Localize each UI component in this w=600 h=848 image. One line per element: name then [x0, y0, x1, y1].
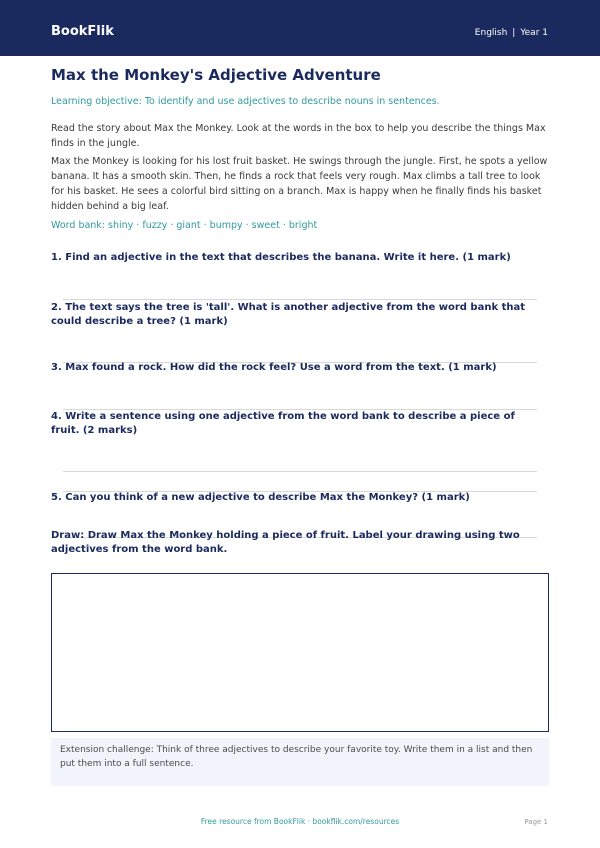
question-2: 2. The text says the tree is 'tall'. What is another adjective from the word bank that could describe a tree? (1 mark) — [51, 302, 525, 327]
answer-line-1[interactable] — [63, 299, 537, 300]
drawing-box[interactable] — [51, 573, 549, 732]
subject-label: English — [474, 28, 508, 38]
brand-logo[interactable]: BookFlik — [51, 24, 114, 39]
page-title: Max the Monkey's Adjective Adventure — [51, 66, 381, 84]
question-4: 4. Write a sentence using one adjective from the word bank to describe a piece of fruit. (2 marks) — [51, 411, 515, 436]
word-bank: Word bank: shiny · fuzzy · giant · bumpy · sweet · bright — [51, 220, 318, 231]
story-text: Max the Monkey is looking for his lost fruit basket. He swings through the jungle. First, he spots a yellow banana. It has a smooth skin. Then, he finds a rock that feels very rough. Max climbs a tall tree to look for his basket. He sees a colorful bird sitting on a branch. Max is happy when he finally finds his basket hidden behind a big leaf. — [51, 156, 548, 212]
question-1: 1. Find an adjective in the text that describes the banana. Write it here. (1 mark) — [51, 252, 511, 263]
intro-text: Read the story about Max the Monkey. Look at the words in the box to help you describe the things Max finds in the jungle. — [51, 123, 546, 149]
draw-task: Draw: Draw Max the Monkey holding a piece of fruit. Label your drawing using two adjectives from the word bank. — [51, 530, 520, 555]
year-label: Year 1 — [520, 28, 548, 38]
learning-objective: Learning objective: To identify and use adjectives to describe nouns in sentences. — [51, 96, 440, 107]
question-3: 3. Max found a rock. How did the rock feel? Use a word from the text. (1 mark) — [51, 362, 497, 373]
extension-box — [51, 738, 549, 786]
question-5: 5. Can you think of a new adjective to describe Max the Monkey? (1 mark) — [51, 492, 470, 503]
page-number: Page 1 — [524, 818, 548, 826]
footer-credit[interactable]: Free resource from BookFlik · bookflik.com/resources — [200, 817, 400, 826]
answer-line-4a[interactable] — [63, 471, 537, 472]
header-bar — [0, 0, 600, 56]
extension-text: Extension challenge: Think of three adjectives to describe your favorite toy. Write them in a list and then put them into a full sentence. — [60, 745, 533, 769]
meta-divider: | — [512, 28, 516, 38]
header-meta — [475, 28, 548, 38]
